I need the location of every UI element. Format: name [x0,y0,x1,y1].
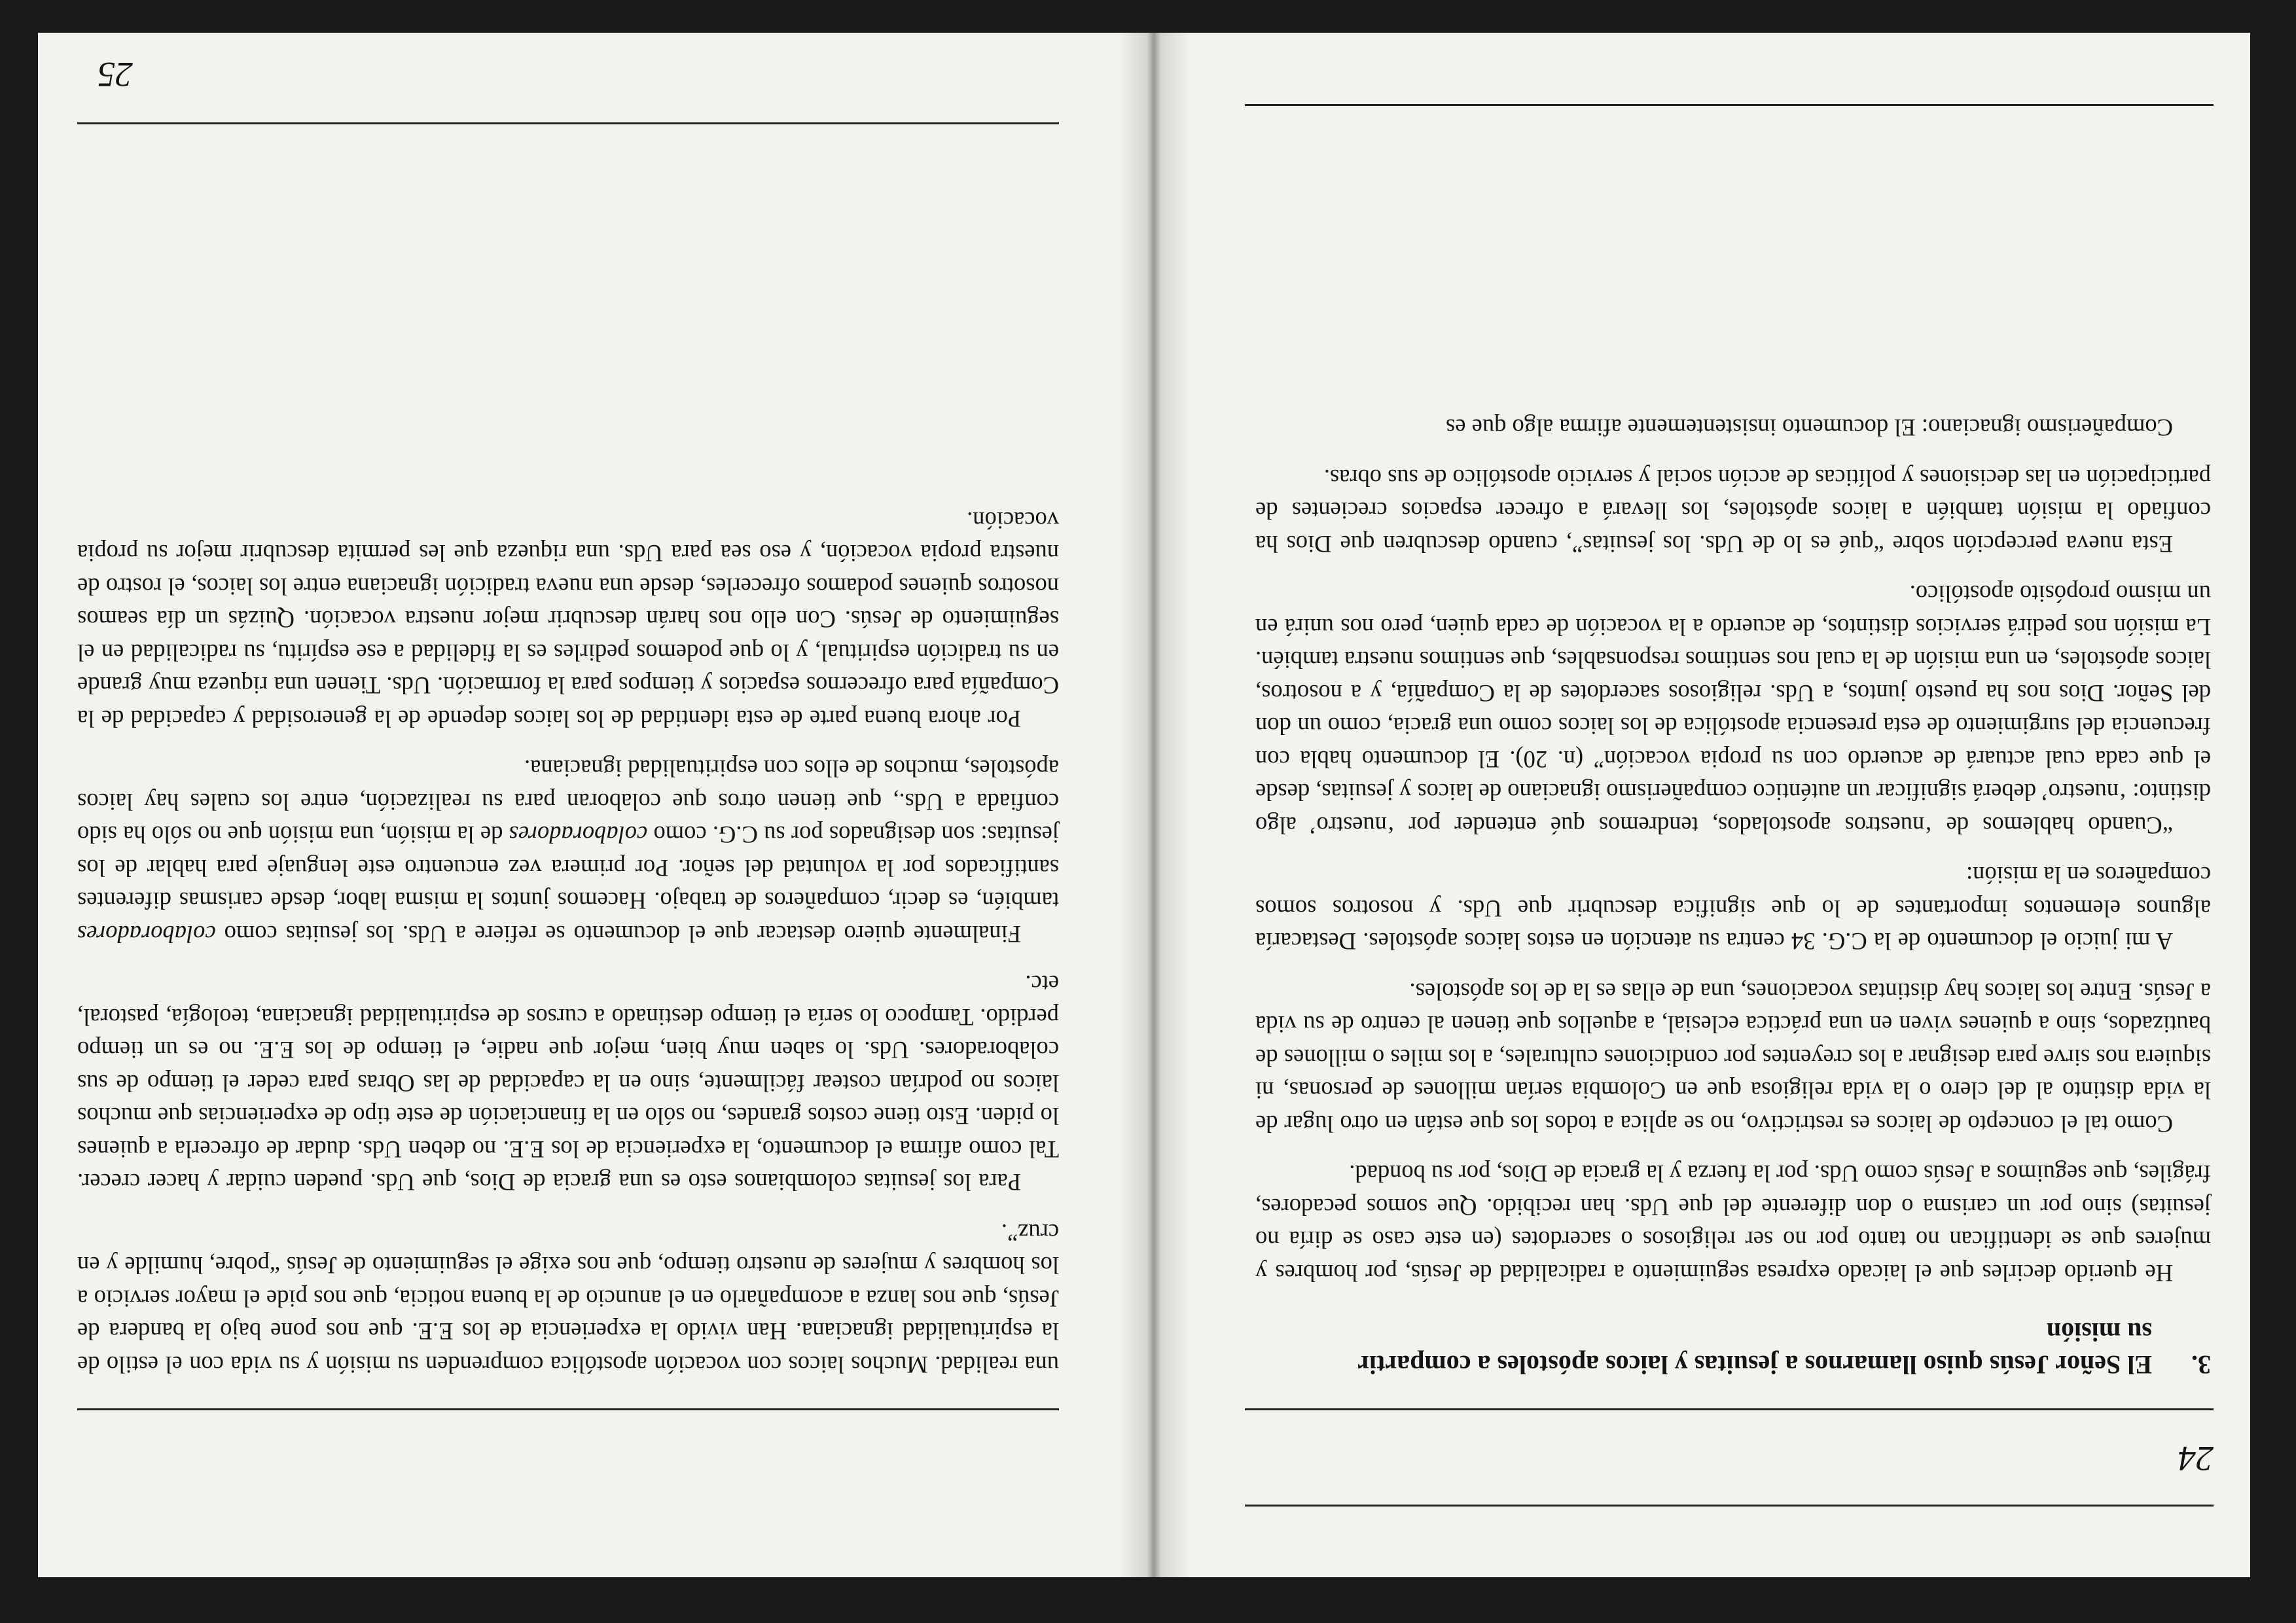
section-heading [1295,1309,2211,1381]
section-number: 3. [2191,1350,2211,1380]
right-body [77,504,1059,1382]
paragraph: Para los jesuitas colombianos esto es una gracia de Dios, que Uds. pueden cuidar y hacer crecer. Tal como afirma el documento, la experiencia de los E.E. no deben Uds. dudar de ofrecerla a quienes lo piden. Esto tiene costos grandes, no sólo en la financiación de este tipo de experiencias que muchos laicos no podrían costear fácilmente, sino en la capacidad de las Obras para ceder el tiempo de sus colaboradores. Uds. lo saben muy bien, mejor que nadie, el tiempo de los E.E. no es un tiempo perdido. Tampoco lo sería el tiempo destinado a cursos de espiritualidad ignaciana, teología, pastoral, etc. [77,971,1059,1196]
section-title: El Señor Jesús quiso llamarnos a jesuitas y laicos apóstoles a compartir su misión [1357,1317,2152,1380]
paragraph: “Cuando hablemos de ‘nuestros apostolados, tendremos qué entender por ‘nuestro’ algo distinto: ‘nuestro’ deberá significar un auténtico compañerismo ignaciano de laicos y jesuitas, desde el que cada cual actuará de acuerdo con su propia vocación” (n. 20). El documento habla con frecuencia del surgimiento de esta presencia apostólica de los laicos como una gracia, como un don del Señor. Dios nos ha puesto juntos, a Uds. religiosos sacerdotes de la Compañía, y a nosotros, laicos apóstoles, en una misión de la cual nos sentimos responsables, que sentimos nuestra también. La misión nos pedirá servicios distintos, de acuerdo a la vocación de cada quien, pero nos unirá en un mismo propósito apostólico. [1255,580,2211,839]
page-number: 24 [2178,1439,2214,1478]
paragraph: A mi juicio el documento de la C.G. 34 centra su atención en estos laicos apóstoles. Destacaría algunos elementos importantes de lo que significa descubrir que Uds. y nosotros somos compañeros en la misión: [1255,862,2211,955]
right-page [38,33,1118,1577]
paragraph: Finalmente quiero destacar que el documento se refiere a Uds. los jesuitas como colaboradores también, es decir, compañeros de trabajo. Hacemos juntos la misma labor, desde carismas diferentes santificados por la voluntad del señor. Por primera vez encuentro este lenguaje para hablar de los jesuitas: son designados por su C.G. como colaboradores de la misión, una misión que no sólo ha sido confiada a Uds., que tienen otros que colaboran para su realización, entre los cuales hay laicos apóstoles, muchos de ellos con espiritualidad ignaciana. [77,755,1059,948]
paragraph: He querido decirles que el laicado expresa seguimiento a radicalidad de Jesús, por hombres y mujeres que se identifican no tanto por no ser religiosos o sacerdotes (en este caso se diría no jesuitas) sino por un carisma o don diferente del que Uds. han recibido. Que somos pecadores, frágiles, que seguimos a Jesús como Uds. por la fuerza y la gracia de Dios, por su bondad. [1255,1160,2211,1287]
footer-rule [1245,104,2214,106]
paragraph: Como tal el concepto de laicos es restrictivo, no se aplica a todos los que están en otro lugar de la vida distinto al del clero o la vida religiosa que en Colombia serían millones de personas, ni siquiera nos sirve para designar a los creyentes por condiciones culturales, a los miles o millones de bautizados, sino a quienes viven en una práctica eclesial, a aquellos que tienen al centro de su vida a Jesús. Entre los laicos hay distintas vocaciones, una de ellas es la de los apóstoles. [1255,978,2211,1137]
top-rule [1245,1505,2214,1507]
italic-term: colaboradores [77,921,216,948]
paragraph: Esta nueva percepción sobre “qué es lo de Uds. los jesuitas”, cuando descubren que Dios ha confiado la misión también a laicos apóstoles, los llevará a ofrecer espacios crecientes de participación en las decisiones y políticas de acción social y servicio apostólico de sus obras. [1255,465,2211,558]
header-rule [77,122,1059,124]
left-body [1255,411,2211,1289]
paragraph: Por ahora buena parte de esta identidad de los laicos depende de la generosidad y capacidad de la Compañía para ofrecernos espacios y tiempos para la formación. Uds. Tienen una riqueza muy grande en su tradición espiritual, y lo que podemos pedirles es la fidelidad a ese espíritu, su radicalidad en el seguimiento de Jesús. Con ello nos harán descubrir mejor nuestra vocación. Quizás un día seamos nosotros quienes podamos ofrecerles, desde una nueva tradición ignaciana entre los laicos, el rostro de nuestra propia vocación, y eso sea para Uds. una riqueza que les permita descubrir mejor su propia vocación. [77,507,1059,732]
left-page [1190,33,2250,1577]
top-rule [77,1408,1059,1410]
page-number: 25 [98,55,133,94]
italic-term: colaboradores [509,821,648,849]
header-rule [1245,1408,2214,1410]
paragraph: una realidad. Muchos laicos con vocación apostólica comprenden su misión y su vida con el estilo de la espiritualidad ignaciana. Han vivido la experiencia de los E.E. que nos pone bajo la bandera de Jesús, que nos lanza a acompañarlo en el anuncio de la buena noticia, que nos pide el mayor servicio a los hombres y mujeres de nuestro tiempo, que nos exige el seguimiento de Jesús “pobre, humilde y en cruz”. [77,1219,1059,1378]
paragraph: Compañerismo ignaciano: El documento insistentemente afirma algo que es [1446,414,2173,442]
book-gutter [1118,33,1190,1577]
